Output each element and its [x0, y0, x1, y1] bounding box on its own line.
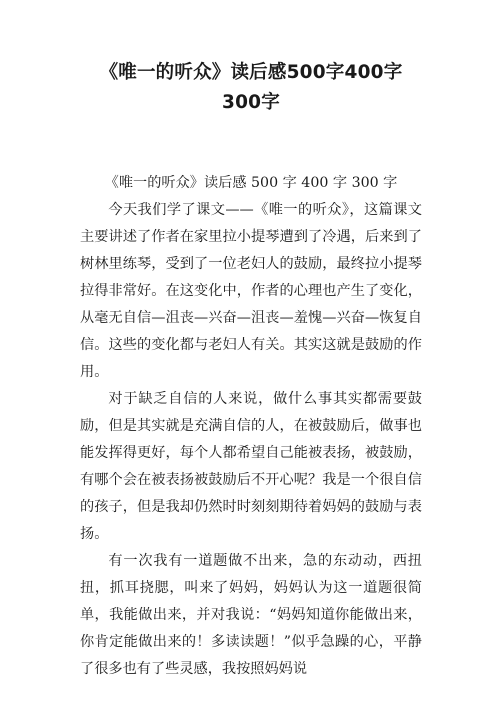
document-body	[80, 170, 422, 683]
document-title: 《唯一的听众》读后感500字400字300字	[99, 62, 403, 113]
paragraph: 有一次我有一道题做不出来，急的东动动，西扭扭，抓耳挠腮，叫来了妈妈，妈妈认为这一道题很简单，我能做出来，并对我说：“妈妈知道你能做出来，你肯定能做出来的！多读读题！”似乎急躁的心，平静了很多也有了些灵感，我按照妈妈说	[80, 553, 422, 677]
paragraph: 对于缺乏自信的人来说，做什么事其实都需要鼓励，但是其实就是充满自信的人，在被鼓励后，做事也能发挥得更好，每个人都希望自己能被表扬，被鼓励，有哪个会在被表扬被鼓励后不开心呢？我是一个很自信的孩子，但是我却仍然时时刻刻期待着妈妈的鼓励与表扬。	[80, 391, 422, 542]
paragraph: 今天我们学了课文——《唯一的听众》，这篇课文主要讲述了作者在家里拉小提琴遭到了冷遇，后来到了树林里练琴，受到了一位老妇人的鼓励，最终拉小提琴拉得非常好。在这变化中，作者的心理也产生了变化，从毫无自信—沮丧—兴奋—沮丧—羞愧—兴奋—恢复自信。这些的变化都与老妇人有关。其实这就是鼓励的作用。	[80, 202, 422, 380]
document-subtitle: 《唯一的听众》读后感 500 字 400 字 300 字	[104, 175, 398, 191]
